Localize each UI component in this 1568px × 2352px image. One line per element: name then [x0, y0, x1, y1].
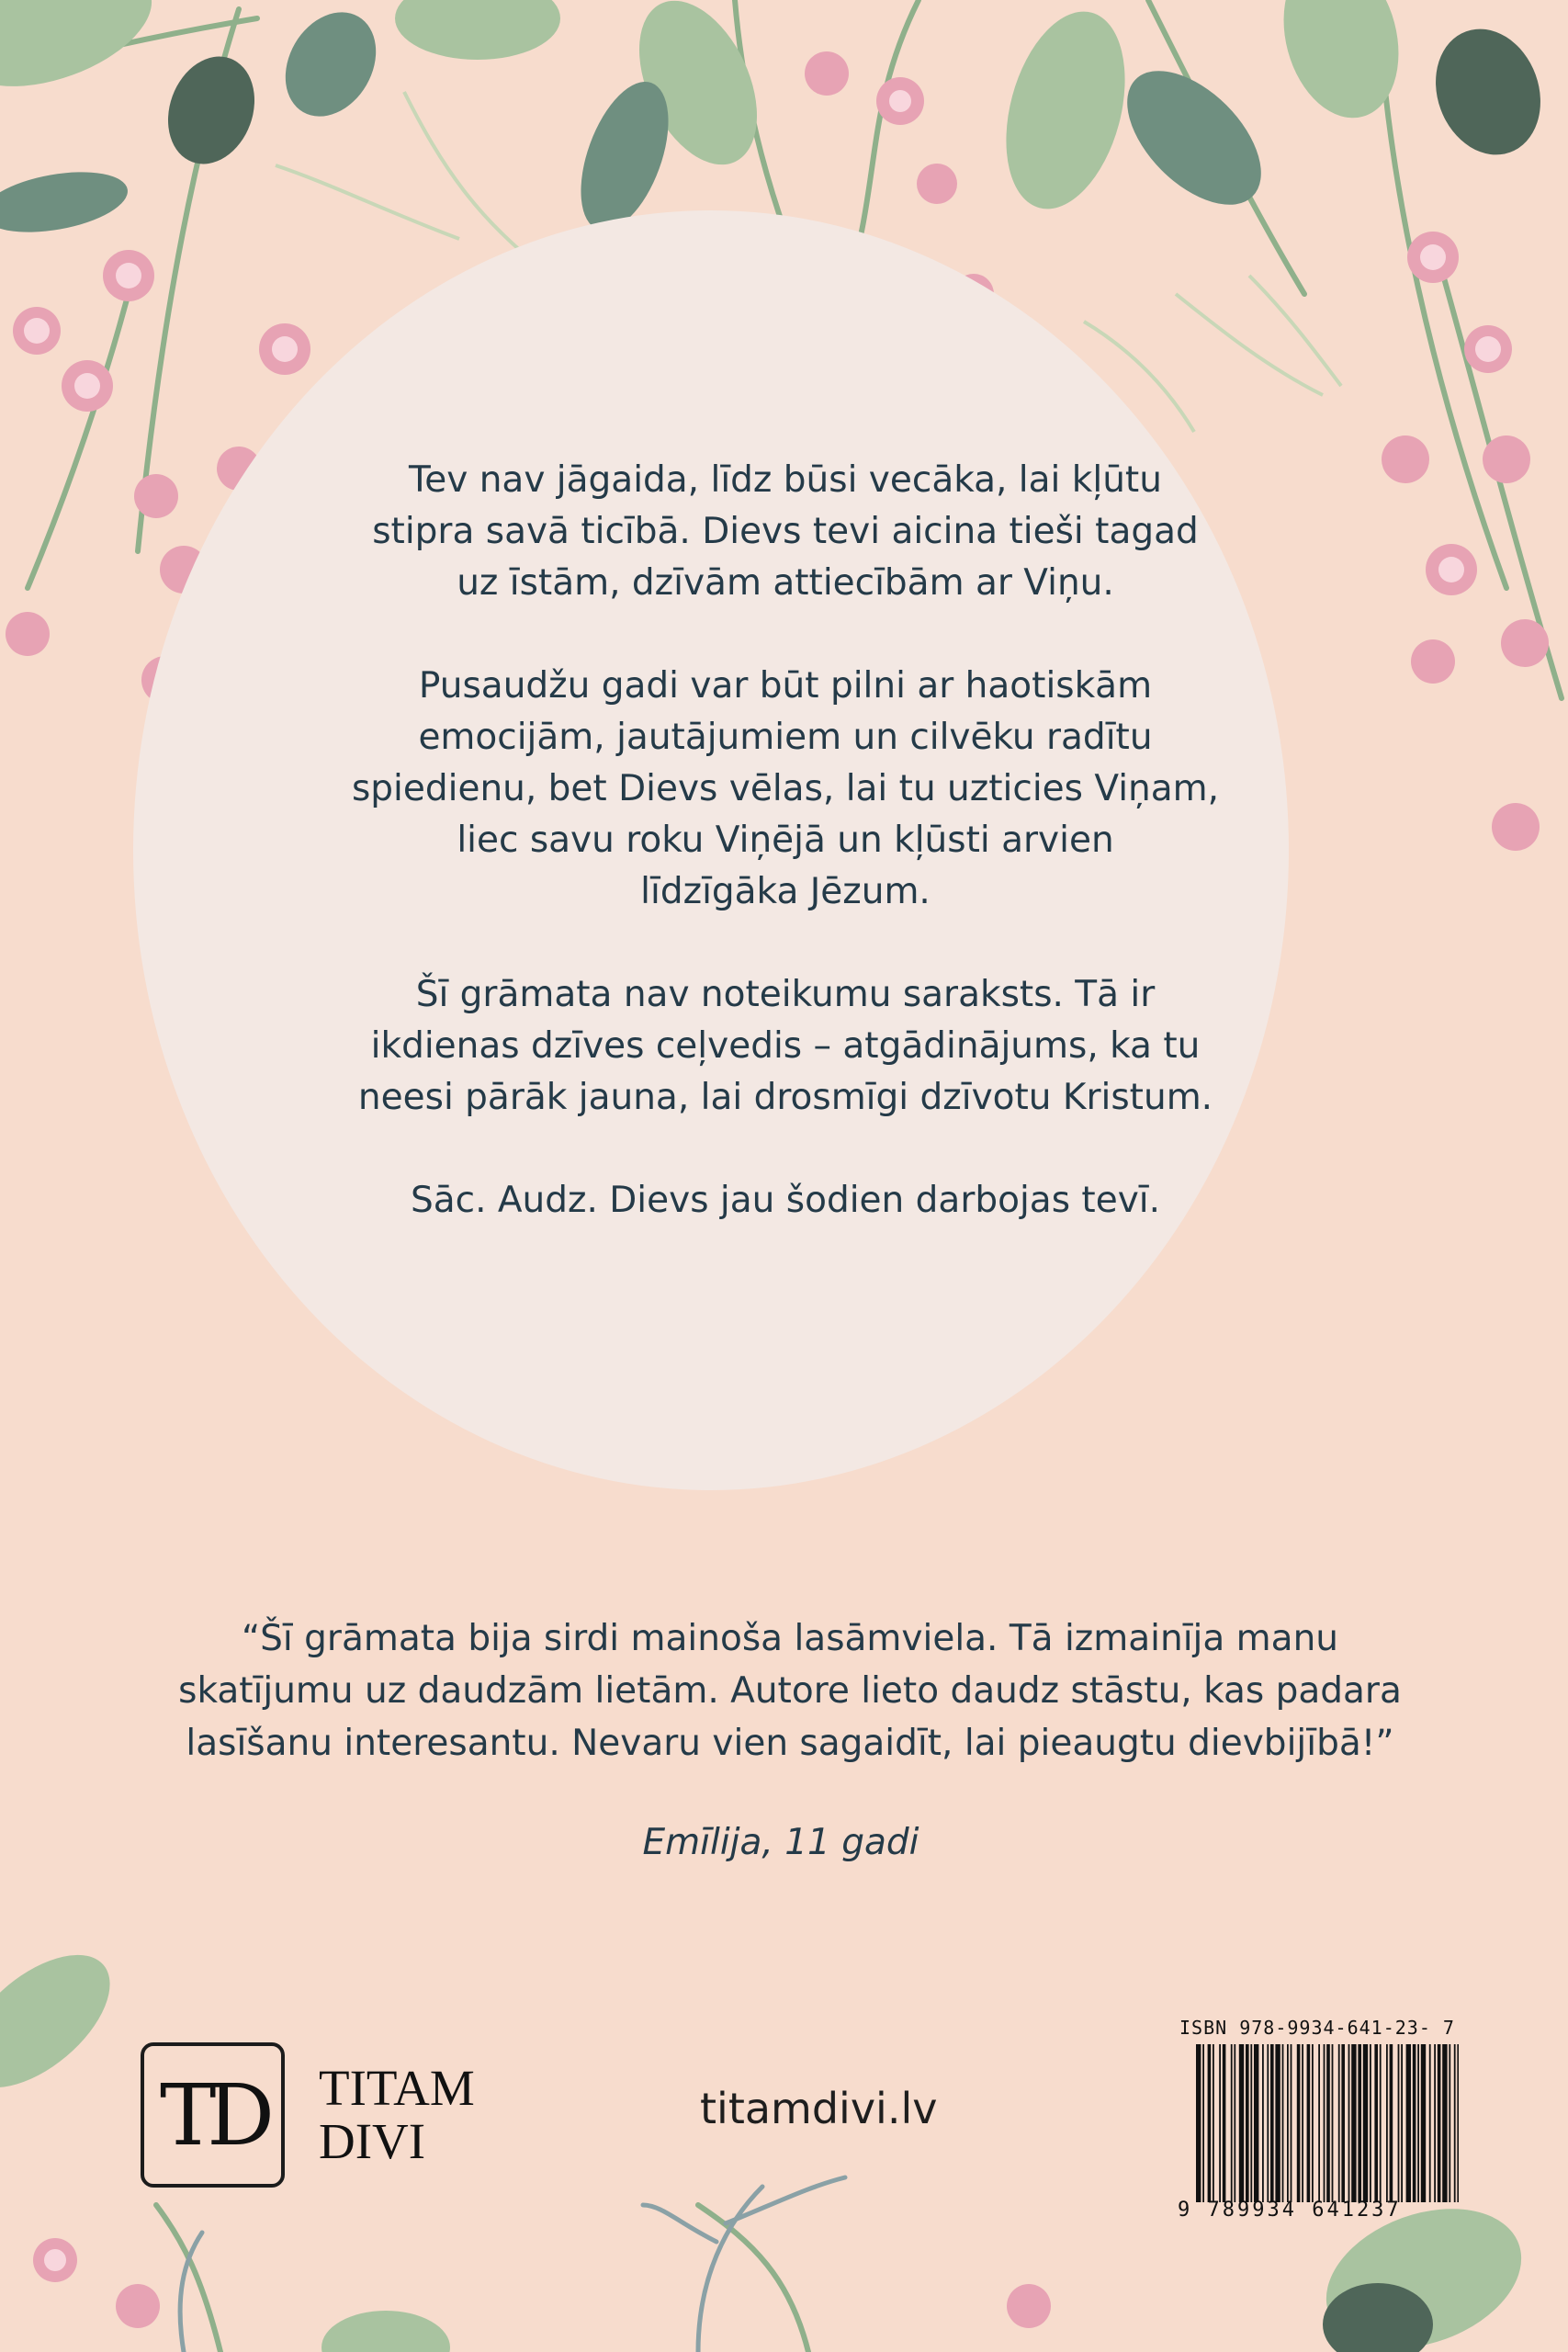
blurb-line: Sāc. Audz. Dievs jau šodien darbojas tevī. [410, 1180, 1161, 1221]
barcode-bar [1406, 2044, 1411, 2202]
barcode-bar [1312, 2044, 1314, 2202]
barcode-bar [1390, 2044, 1393, 2202]
blurb-line: stipra savā ticībā. Dievs tevi aicina tieši tagad [372, 511, 1199, 552]
barcode-bar [1246, 2044, 1249, 2202]
barcode-bar [1239, 2044, 1244, 2202]
barcode-bar [1231, 2044, 1233, 2202]
barcode-bar [1219, 2044, 1221, 2202]
barcode-bar [1351, 2044, 1356, 2202]
barcode-bar [1417, 2044, 1419, 2202]
barcode-bar [1202, 2044, 1204, 2202]
blurb-line: ikdienas dzīves ceļvedis – atgādinājums, ka tu [370, 1025, 1201, 1067]
barcode-bar [1434, 2044, 1436, 2202]
blurb-line: Pusaudžu gadi var būt pilni ar haotiskām [418, 665, 1153, 707]
barcode-bar [1421, 2044, 1426, 2202]
barcode-bar [1449, 2044, 1450, 2202]
barcode-bar [1429, 2044, 1431, 2202]
barcode-bar [1348, 2044, 1350, 2202]
barcode-bar [1363, 2044, 1368, 2202]
barcode-bar [1457, 2044, 1459, 2202]
barcode-bar [1454, 2044, 1456, 2202]
blurb-line: līdzīgāka Jēzum. [640, 871, 931, 912]
reader-quote [119, 1612, 1461, 1770]
barcode-bar [1324, 2044, 1325, 2202]
barcode-bar [1254, 2044, 1258, 2202]
publisher-logo-monogram: TD [141, 2042, 285, 2188]
barcode-bar [1374, 2044, 1378, 2202]
barcode-bar [1307, 2044, 1311, 2202]
barcode-bar [1358, 2044, 1361, 2202]
barcode-bar [1380, 2044, 1382, 2202]
blurb-line: Šī grāmata nav noteikumu saraksts. Tā ir [415, 974, 1156, 1015]
barcode-bars [1196, 2044, 1459, 2202]
barcode-bar [1438, 2044, 1441, 2202]
barcode-bar [1297, 2044, 1301, 2202]
blurb-line: Tev nav jāgaida, līdz būsi vecāka, lai kļūtu [409, 459, 1162, 501]
barcode-bar [1401, 2044, 1403, 2202]
back-cover-blurb [303, 455, 1268, 1278]
bottom-sprigs [180, 2177, 845, 2352]
barcode-bar [1262, 2044, 1264, 2202]
barcode-bar [1341, 2044, 1345, 2202]
barcode-bar [1332, 2044, 1334, 2202]
publisher-website[interactable]: titamdivi.lv [700, 2084, 938, 2133]
blurb-line: uz īstām, dzīvām attiecībām ar Viņu. [457, 562, 1114, 604]
isbn-label: ISBN 978-9934-641-23- 7 [1179, 2017, 1455, 2039]
blurb-paragraph-4 [303, 1175, 1268, 1227]
barcode-bar [1398, 2044, 1400, 2202]
blurb-line: neesi pārāk jauna, lai drosmīgi dzīvotu Kristum. [357, 1077, 1213, 1118]
barcode-bar [1370, 2044, 1371, 2202]
barcode-bar [1442, 2044, 1447, 2202]
blurb-line: liec savu roku Viņējā un kļūsti arvien [457, 820, 1114, 861]
barcode-bar [1275, 2044, 1280, 2202]
barcode-bar [1196, 2044, 1201, 2202]
quote-line: lasīšanu interesantu. Nevaru vien sagaidīt, lai pieaugtu dievbijībā!” [186, 1723, 1394, 1764]
blurb-paragraph-1 [303, 455, 1268, 609]
quote-author: Emīlija, 11 gadi [642, 1822, 919, 1863]
blurb-line: spiedienu, bet Dievs vēlas, lai tu uzticies Viņam, [351, 768, 1220, 809]
barcode-bar [1413, 2044, 1416, 2202]
barcode-bar [1326, 2044, 1330, 2202]
ean-digits: 9 789934 641237 [1178, 2199, 1402, 2222]
barcode-bar [1270, 2044, 1274, 2202]
barcode-bar [1386, 2044, 1388, 2202]
publisher-name [319, 2062, 475, 2168]
barcode-bar [1208, 2044, 1212, 2202]
barcode-bar [1250, 2044, 1252, 2202]
barcode-bar [1318, 2044, 1320, 2202]
quote-line: skatījumu uz daudzām lietām. Autore lieto daudz stāstu, kas padara [178, 1670, 1402, 1712]
barcode-bar [1291, 2044, 1292, 2202]
publisher-name-line-2: DIVI [319, 2113, 426, 2169]
barcode-bar [1223, 2044, 1226, 2202]
barcode-bar [1282, 2044, 1284, 2202]
blurb-paragraph-3 [303, 969, 1268, 1124]
barcode-bar [1267, 2044, 1269, 2202]
publisher-name-line-1: TITAM [319, 2060, 475, 2116]
quote-line: “Šī grāmata bija sirdi mainoša lasāmviela. Tā izmainīja manu [241, 1618, 1339, 1659]
isbn-barcode [1178, 2017, 1462, 2223]
blurb-line: emocijām, jautājumiem un cilvēku radītu [418, 717, 1153, 758]
barcode-bar [1234, 2044, 1235, 2202]
barcode-bar [1213, 2044, 1214, 2202]
barcode-bar [1338, 2044, 1340, 2202]
barcode-bar [1287, 2044, 1289, 2202]
blurb-paragraph-2 [303, 661, 1268, 918]
barcode-bar [1302, 2044, 1303, 2202]
